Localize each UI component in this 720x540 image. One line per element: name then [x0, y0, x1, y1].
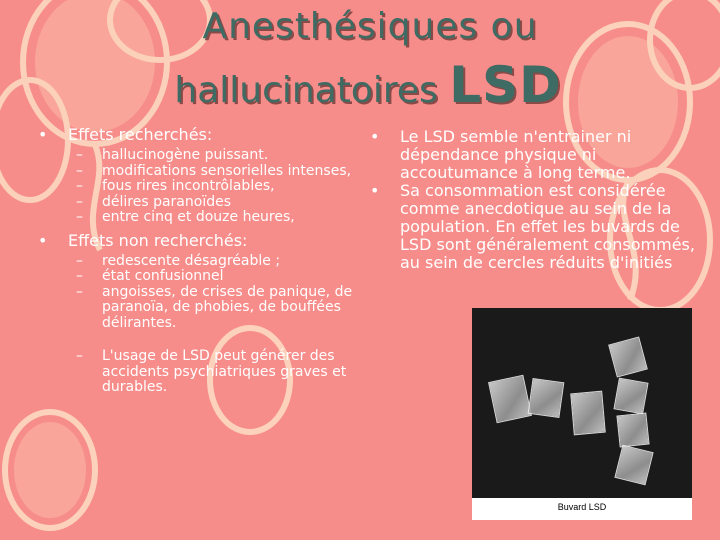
bullet-consommation: • Sa consommation est considérée comme anecdotique au sein de la population. En effet les buvards de LSD sont généralement consommés, au sein de cercles réduits d'initiés [370, 182, 700, 272]
blotter-square [528, 378, 565, 418]
blotter-square [608, 336, 648, 377]
blotter-square [488, 375, 532, 424]
bullet-effets-non-recherches [38, 232, 358, 332]
slide-title-line1: Anesthésiques ou [202, 6, 538, 47]
bullet-effets-recherches [38, 126, 358, 226]
sub-list-recherches [68, 148, 358, 226]
sub-item: – angoisses, de crises de panique, de paranoïa, de phobies, de bouffées délirantes. [68, 285, 358, 332]
extra-note-list [68, 349, 358, 396]
sub-item: – délires paranoïdes [68, 195, 358, 211]
sub-list-non-recherches [68, 254, 358, 332]
bullet-label: Effets recherchés: [68, 125, 213, 144]
slide-title-prefix: hallucinatoires [174, 70, 450, 111]
sub-item: – état confusionnel [68, 269, 358, 285]
sub-item: – hallucinogène puissant. [68, 148, 358, 164]
blotter-square [616, 413, 649, 448]
blotter-square [614, 445, 653, 486]
right-bullet-list [370, 128, 700, 272]
left-bullet-list [38, 126, 358, 331]
slide-title-line2 [8, 56, 720, 114]
lsd-blotter-photo [472, 308, 692, 520]
left-column [38, 126, 358, 402]
sub-item: – redescente désagréable ; [68, 254, 358, 270]
sub-item: – modifications sensorielles intenses, [68, 164, 358, 180]
right-column [370, 128, 700, 272]
bullet-label: Effets non recherchés: [68, 230, 248, 250]
blotter-square [613, 378, 648, 415]
photo-caption: Buvard LSD [472, 498, 692, 520]
blotter-square [570, 391, 606, 436]
slide-title-lsd: LSD [449, 56, 562, 114]
sub-item: – entre cinq et douze heures, [68, 210, 358, 226]
sub-item: – fous rires incontrôlables, [68, 179, 358, 195]
extra-note: – L'usage de LSD peut générer des accidents psychiatriques graves et durables. [68, 349, 358, 396]
bullet-dependance: • Le LSD semble n'entrainer ni dépendance physique ni accoutumance à long terme. [370, 128, 700, 182]
